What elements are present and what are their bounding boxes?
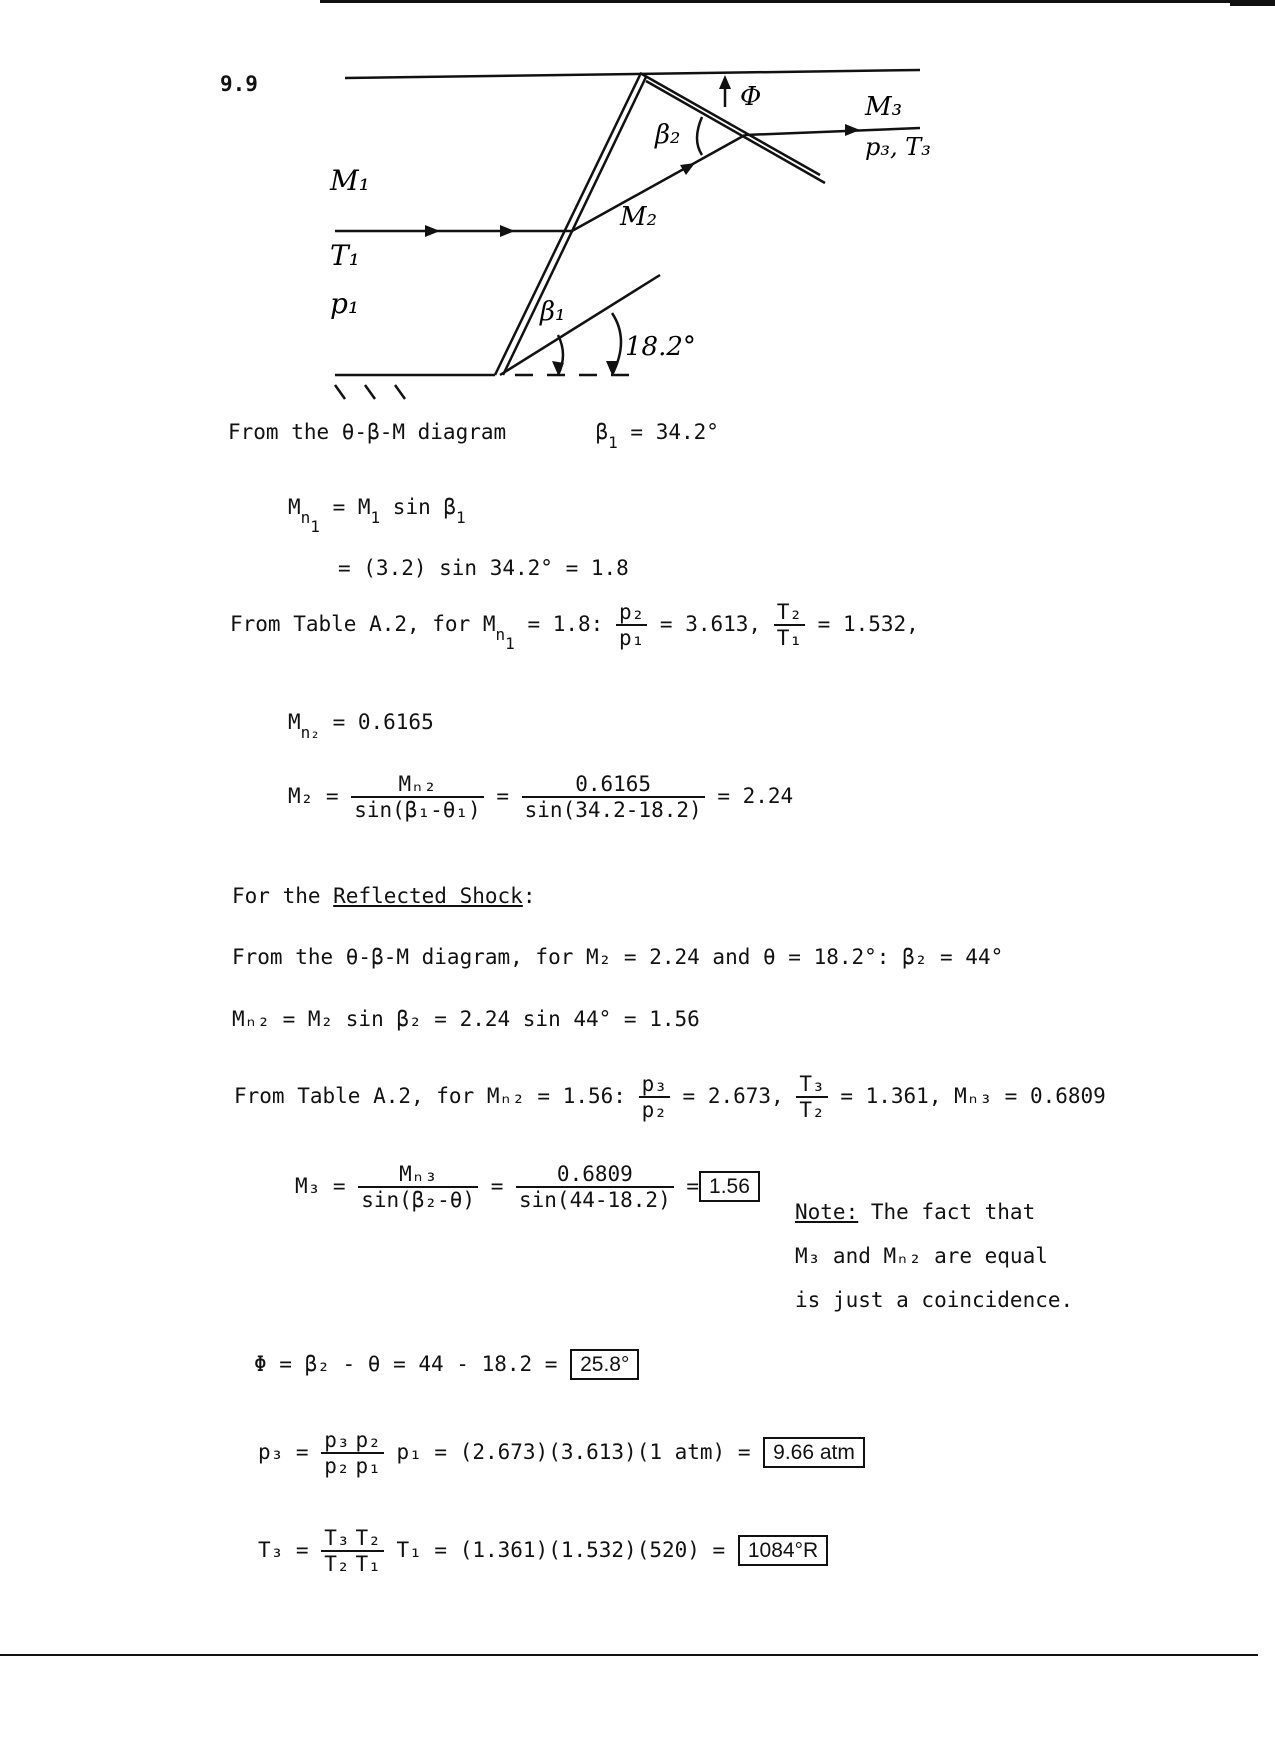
m3-result-box: 1.56 (699, 1171, 760, 1202)
top-rule (320, 0, 1250, 3)
label-m3: M₃ (865, 92, 903, 122)
label-t1: T₁ (330, 239, 360, 272)
t3-result-box: 1084°R (738, 1535, 828, 1566)
line-beta2: From the θ-β-M diagram, for M₂ = 2.24 and θ = 18.2°: β₂ = 44° (232, 945, 1004, 969)
p3-result-box: 9.66 atm (763, 1437, 865, 1468)
label-p3-t3: p₃, T₃ (865, 133, 931, 161)
label-beta2: β₂ (655, 120, 681, 150)
line-phi: Φ = β₂ - θ = 44 - 18.2 = 25.8° (254, 1352, 639, 1377)
top-corner-mark (1230, 0, 1275, 6)
line-theta-beta-m: From the θ-β-M diagram $\beta_1 = 34.2^\circ$ (228, 420, 719, 452)
line-mn2-reflected: Mₙ₂ = M₂ sin β₂ = 2.24 sin 44° = 1.56 (232, 1007, 700, 1031)
label-p1: p₁ (330, 287, 360, 320)
label-beta1: β₁ (540, 297, 566, 327)
note-block: Note: The fact that M₃ and Mₙ₂ are equal is just a coincidence. (795, 1200, 1074, 1312)
line-t3: T₃ = $\frac{\text{T₃}}{\text{T₂}}$ $\frac{\text{T₂}}{\text{T₁}}$ T₁ = (1.361)(1.532)(520) = 1084°R (258, 1526, 828, 1576)
phi-result-box: 25.8° (570, 1349, 639, 1380)
line-mn1-value: = (3.2) sin 34.2° = 1.8 (338, 556, 629, 580)
line-p3: p₃ = $\frac{\text{p₃}}{\text{p₂}}$ $\frac{\text{p₂}}{\text{p₁}}$ p₁ = (2.673)(3.613)(1 atm) = 9.66 atm (258, 1428, 865, 1478)
label-phi: Φ (740, 82, 762, 112)
reflected-shock-heading: For the Reflected Shock: (232, 884, 536, 908)
label-m1: M₁ (330, 164, 370, 197)
upper-wall (345, 70, 920, 78)
problem-number: 9.9 (220, 72, 258, 96)
incident-shock-a (495, 75, 640, 375)
line-table-a2-1: From Table A.2, for $M_{n1} = 1.8$: $\frac{\text{p₂}}{\text{p₁}}$ = 3.613, $\frac{\text{T₂}}{\text{T₁}}$ = 1.532, (230, 600, 919, 653)
line-m2: M₂ = $\frac{\text{Mₙ₂}}{\text{sin(β₁-θ₁)}}$ = $\frac{0.6165}{\sin(34.2-18.2)}$ = 2.24 (288, 772, 794, 822)
line-m3: M₃ = $\frac{\text{Mₙ₃}}{\text{sin(β₂-θ)}}$ = $\frac{0.6809}{\sin(44-18.2)}$ = 1.56 (295, 1162, 760, 1212)
shock-diagram (300, 55, 980, 405)
line-table-a2-2: From Table A.2, for Mₙ₂ = 1.56: $\frac{\text{p₃}}{\text{p₂}}$ = 2.673, $\frac{\text{T₃}}{\text{T₂}}$ = 1.361, Mₙ₃ = 0.6809 (234, 1072, 1106, 1122)
beta2-arc (697, 117, 702, 155)
line-mn2: $M_{n_2} = 0.6165$ (288, 710, 434, 742)
label-m2: M₂ (620, 202, 658, 232)
bottom-rule (0, 1654, 1258, 1656)
line-mn1-def: $M_{n1} = M_1$ $\sin \beta_1$ (288, 495, 466, 536)
label-angle: 18.2° (625, 332, 696, 362)
